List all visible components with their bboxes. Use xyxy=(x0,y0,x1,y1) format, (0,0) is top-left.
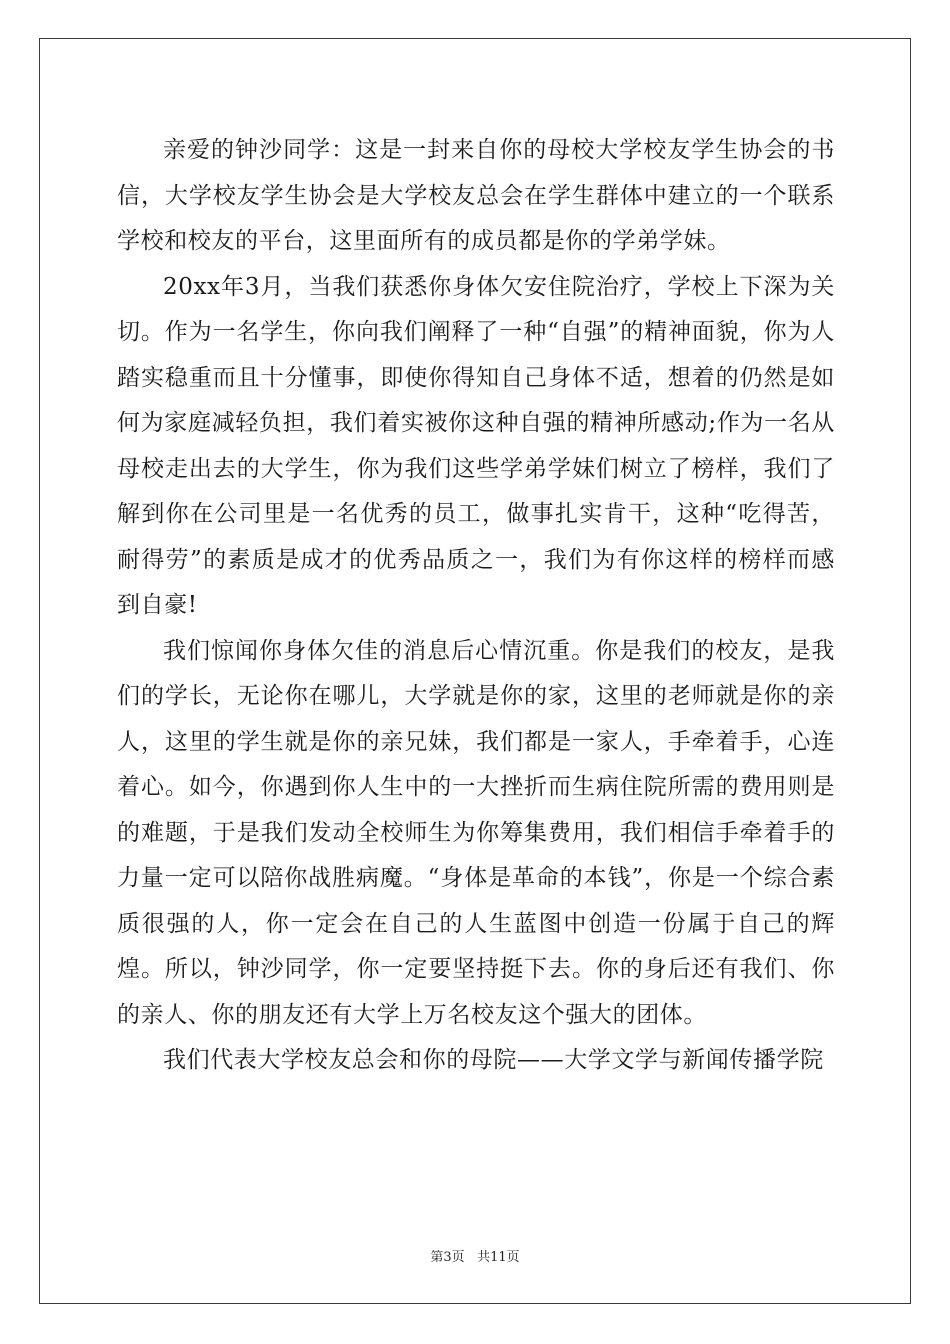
paragraph-support: 我们惊闻你身体欠佳的消息后心情沉重。你是我们的校友，是我们的学长，无论你在哪儿，大学就是你的家，这里的老师就是你的亲人，这里的学生就是你的亲兄妹，我们都是一家人，手牵着手，心连着心。如今，你遇到你人生中的一大挫折而生病住院所需的费用则是的难题，于是我们发动全校师生为你筹集费用，我们相信手牵着手的力量一定可以陪你战胜病魔。“身体是革命的本钱”，你是一个综合素质很强的人，你一定会在自己的人生蓝图中创造一份属于自己的辉煌。所以，钟沙同学，你一定要坚持挺下去。你的身后还有我们、你的亲人、你的朋友还有大学上万名校友这个强大的团体。 xyxy=(117,637,835,1028)
paragraph-praise: 20xx年3月，当我们获悉你身体欠安住院治疗，学校上下深为关切。作为一名学生，你向我们阐释了一种“自强”的精神面貌，你为人踏实稳重而且十分懂事，即使你得知自己身体不适，想着的仍然是如何为家庭减轻负担，我们着实被你这种自强的精神所感动;作为一名从母校走出去的大学生，你为我们这些学弟学妹们树立了榜样，我们了解到你在公司里是一名优秀的员工，做事扎实肯干，这种“吃得苦，耐得劳”的素质是成才的优秀品质之一，我们为有你这样的榜样而感到自豪! xyxy=(117,273,835,618)
paragraph-greeting: 亲爱的钟沙同学：这是一封来自你的母校大学校友学生协会的书信，大学校友学生协会是大学校友总会在学生群体中建立的一个联系学校和校友的平台，这里面所有的成员都是你的学弟学妹。 xyxy=(117,137,835,254)
page-number: 第3页 xyxy=(430,1250,465,1265)
page-footer xyxy=(0,1246,950,1265)
letter-body xyxy=(117,128,835,1084)
page-total: 共11页 xyxy=(477,1250,520,1265)
paragraph-closing: 我们代表大学校友总会和你的母院——大学文学与新闻传播学院 xyxy=(163,1047,824,1073)
